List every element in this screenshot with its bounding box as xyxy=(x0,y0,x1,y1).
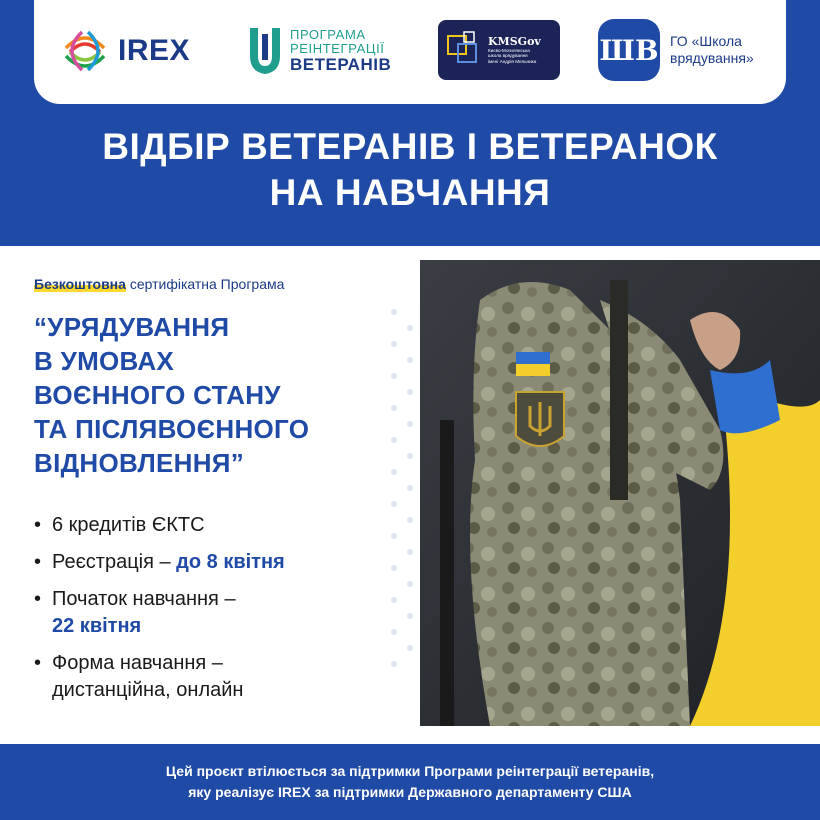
kmsgov-sub3: імені Андрія Мельника xyxy=(488,58,537,64)
format-value: дистанційна, онлайн xyxy=(52,679,244,701)
program-title-line4: ТА ПІСЛЯВОЄННОГО xyxy=(34,414,310,444)
program-title-line3: ВОЄННОГО СТАНУ xyxy=(34,380,281,410)
irex-wordmark: IREX xyxy=(118,34,191,67)
free-label: Безкоштовна xyxy=(34,276,126,292)
logo-bar xyxy=(34,0,786,104)
footer-band xyxy=(0,744,820,820)
irex-emblem-icon xyxy=(60,26,110,76)
format-label: Форма навчання – xyxy=(52,652,223,674)
kmsgov-emblem-icon xyxy=(444,30,484,70)
program-title xyxy=(34,310,414,480)
kmsgov-title: KMSGov xyxy=(488,34,541,48)
program-details-list xyxy=(32,512,392,714)
soldier-photo xyxy=(420,260,820,726)
page-headline xyxy=(0,124,820,216)
kmsgov-sub1: Києво-Могилянська xyxy=(488,47,530,53)
credits-text: 6 кредитів ЄКТС xyxy=(52,514,205,536)
school-logo-line2: врядування» xyxy=(670,50,754,66)
detail-start xyxy=(32,586,392,640)
footer-line1: Цей проєкт втілюється за підтримки Програми реінтеграції ветеранів, xyxy=(165,763,655,779)
program-title-line2: В УМОВАХ xyxy=(34,346,175,376)
registration-deadline: до 8 квітня xyxy=(176,551,285,573)
program-title-line5: ВІДНОВЛЕННЯ” xyxy=(34,448,245,478)
veterans-logo-line2: РЕІНТЕГРАЦІЇ xyxy=(290,41,385,57)
registration-label: Реєстрація – xyxy=(52,551,177,573)
irex-logo xyxy=(60,22,190,80)
veterans-logo-line1: ПРОГРАМА xyxy=(290,27,366,43)
start-label: Початок навчання – xyxy=(52,588,236,610)
headline-line2: НА НАВЧАННЯ xyxy=(269,172,551,213)
start-date: 22 квітня xyxy=(52,615,142,637)
strap-shape xyxy=(610,280,628,500)
footer-line2: яку реалізує IREX за підтримки Державного департаменту США xyxy=(188,784,632,800)
program-type-label: сертифікатна Програма xyxy=(125,276,285,292)
kmsgov-logo xyxy=(438,20,560,80)
school-logo-line1: ГО «Школа xyxy=(670,33,742,50)
program-title-line1: “УРЯДУВАННЯ xyxy=(34,312,230,342)
veterans-logo-line3: ВЕТЕРАНІВ xyxy=(290,54,392,74)
patch-flag-yellow xyxy=(516,364,550,376)
detail-format xyxy=(32,650,392,704)
veterans-program-logo xyxy=(248,20,391,82)
rifle-shape xyxy=(440,420,454,726)
program-type-line xyxy=(34,276,284,292)
detail-credits xyxy=(32,512,392,539)
soldier-illustration xyxy=(420,260,820,726)
school-of-governance-logo xyxy=(598,20,754,80)
school-badge-icon: ШВ xyxy=(598,19,660,81)
kmsgov-sub2: школа врядування xyxy=(488,53,528,59)
detail-registration xyxy=(32,549,392,576)
headline-line1: ВІДБІР ВЕТЕРАНІВ І ВЕТЕРАНОК xyxy=(102,126,718,167)
veterans-shield-icon xyxy=(248,26,282,76)
